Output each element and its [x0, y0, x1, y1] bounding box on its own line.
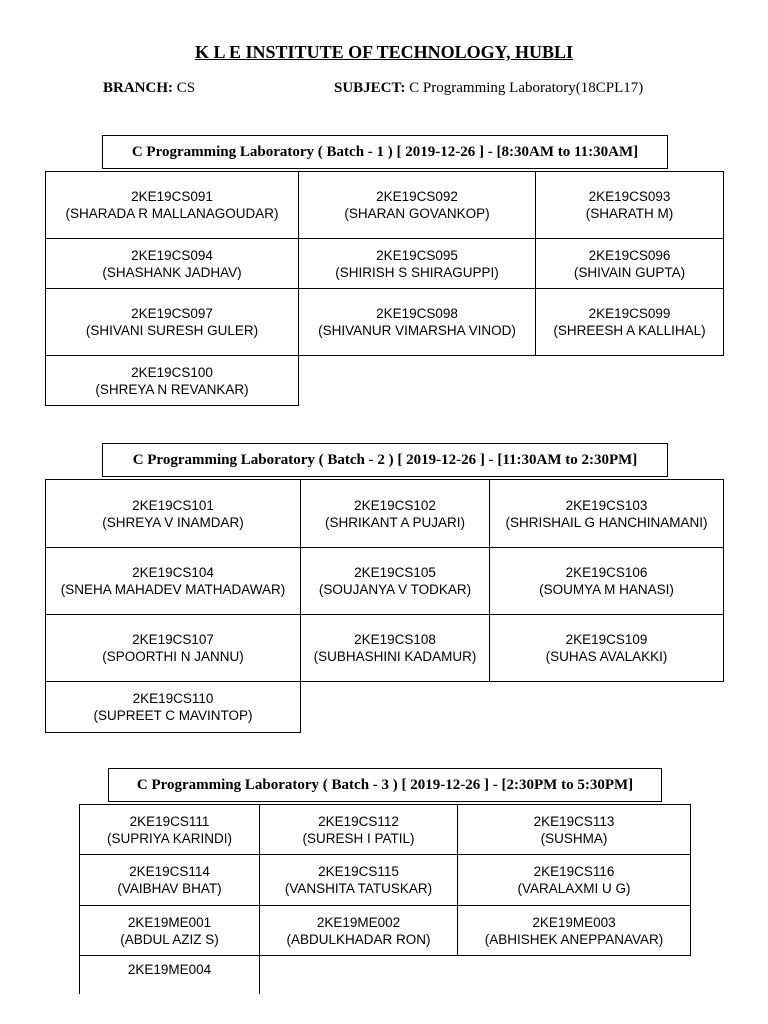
student-cell — [46, 289, 299, 356]
student-name: (SHREYA N REVANKAR) — [95, 381, 249, 397]
student-cell — [458, 805, 691, 855]
student-name: (SHASHANK JADHAV) — [102, 264, 242, 280]
student-cell — [299, 239, 536, 289]
student-usn: 2KE19ME004 — [127, 962, 212, 977]
student-usn: 2KE19ME001 — [127, 914, 212, 930]
student-cell — [490, 480, 724, 548]
student-cell — [80, 855, 260, 906]
student-usn: 2KE19CS101 — [132, 497, 214, 513]
student-cell — [458, 906, 691, 956]
batch-1-table — [45, 171, 724, 406]
table-row — [80, 805, 691, 855]
batch-3-table — [79, 804, 691, 994]
student-usn: 2KE19CS110 — [132, 691, 214, 706]
student-usn: 2KE19ME002 — [316, 914, 401, 930]
student-cell — [260, 805, 458, 855]
student-usn: 2KE19CS091 — [131, 189, 213, 204]
student-cell — [536, 289, 724, 356]
table-row — [46, 356, 724, 406]
student-name: (SHRIKANT A PUJARI) — [324, 514, 466, 530]
subject-info — [334, 80, 643, 97]
student-name: (SPOORTHI N JANNU) — [102, 649, 244, 664]
student-name: (SUBHASHINI KADAMUR) — [313, 649, 477, 664]
student-name: (SHIVAIN GUPTA) — [573, 264, 686, 280]
student-usn: 2KE19ME003 — [532, 914, 616, 930]
student-cell — [46, 239, 299, 289]
student-usn: 2KE19CS107 — [132, 632, 214, 647]
branch-label: BRANCH: — [103, 80, 173, 96]
empty-cell — [260, 956, 458, 994]
table-row — [46, 548, 724, 615]
student-usn: 2KE19CS092 — [376, 189, 458, 204]
student-usn: 2KE19CS099 — [588, 306, 671, 321]
student-cell — [458, 855, 691, 906]
empty-cell — [301, 682, 490, 733]
student-usn: 2KE19CS098 — [376, 306, 458, 321]
student-cell — [536, 172, 724, 239]
table-row — [80, 956, 691, 994]
student-name: (SOUJANYA V TODKAR) — [318, 582, 472, 597]
student-name: (SHARADA R MALLANAGOUDAR) — [65, 206, 279, 221]
student-usn: 2KE19CS112 — [318, 813, 399, 829]
student-name: (ABDULKHADAR RON) — [286, 931, 431, 947]
student-cell — [46, 480, 301, 548]
student-usn: 2KE19CS116 — [533, 864, 615, 879]
student-name: (SUPRIYA KARINDI) — [106, 830, 233, 846]
student-cell — [260, 855, 458, 906]
student-usn: 2KE19CS100 — [131, 364, 213, 380]
student-usn: 2KE19CS103 — [565, 497, 648, 513]
student-usn: 2KE19CS113 — [533, 813, 615, 829]
student-name: (SUHAS AVALAKKI) — [545, 649, 668, 664]
page-title: K L E INSTITUTE OF TECHNOLOGY, HUBLI — [195, 42, 573, 62]
table-row — [46, 239, 724, 289]
branch-value: CS — [176, 80, 196, 96]
student-cell — [46, 172, 299, 239]
branch-info — [103, 80, 195, 97]
student-usn: 2KE19CS105 — [354, 565, 436, 580]
table-row — [80, 855, 691, 906]
table-row — [46, 172, 724, 239]
student-name: (SUPREET C MAVINTOP) — [93, 708, 253, 723]
student-usn: 2KE19CS109 — [565, 632, 648, 647]
student-name: (SHREYA V INAMDAR) — [102, 514, 244, 530]
batch-1-title: C Programming Laboratory ( Batch - 1 ) [ 2019-12-26 ] - [8:30AM to 11:30AM] — [102, 135, 668, 169]
student-cell — [490, 615, 724, 682]
student-usn: 2KE19CS095 — [376, 247, 458, 263]
student-cell — [46, 356, 299, 406]
student-name: (SHARATH M) — [585, 206, 674, 221]
student-name: (SNEHA MAHADEV MATHADAWAR) — [60, 582, 286, 597]
batch-3-title: C Programming Laboratory ( Batch - 3 ) [ 2019-12-26 ] - [2:30PM to 5:30PM] — [108, 768, 662, 802]
student-cell — [301, 480, 490, 548]
student-usn: 2KE19CS096 — [588, 247, 671, 263]
student-name: (VANSHITA TATUSKAR) — [284, 881, 433, 896]
student-cell — [46, 682, 301, 733]
student-usn: 2KE19CS111 — [129, 813, 210, 829]
table-row — [46, 480, 724, 548]
student-cell — [299, 289, 536, 356]
student-name: (SHARAN GOVANKOP) — [344, 206, 490, 221]
student-usn: 2KE19CS106 — [565, 565, 648, 580]
student-usn: 2KE19CS114 — [129, 864, 210, 879]
empty-cell — [490, 682, 724, 733]
student-name: (SHIVANI SURESH GULER) — [85, 323, 259, 338]
table-row — [46, 682, 724, 733]
student-name: (SHRISHAIL G HANCHINAMANI) — [505, 514, 708, 530]
student-name: (SUSHMA) — [540, 830, 608, 846]
student-name: (SHIRISH S SHIRAGUPPI) — [335, 264, 499, 280]
student-usn: 2KE19CS102 — [354, 497, 436, 513]
student-usn: 2KE19CS115 — [318, 864, 399, 879]
student-cell — [80, 906, 260, 956]
student-usn: 2KE19CS093 — [588, 189, 671, 204]
student-name: (SURESH I PATIL) — [302, 830, 415, 846]
student-cell — [299, 172, 536, 239]
student-cell — [80, 956, 260, 994]
student-name: (ABHISHEK ANEPPANAVAR) — [484, 931, 664, 947]
student-cell — [301, 548, 490, 615]
empty-cell — [536, 356, 724, 406]
student-usn: 2KE19CS097 — [131, 306, 213, 321]
empty-cell — [458, 956, 691, 994]
student-usn: 2KE19CS104 — [132, 565, 214, 580]
student-cell — [536, 239, 724, 289]
student-cell — [301, 615, 490, 682]
student-name: (SHREESH A KALLIHAL) — [553, 323, 706, 338]
batch-2-table — [45, 479, 724, 733]
table-row — [80, 906, 691, 956]
student-usn: 2KE19CS108 — [354, 632, 436, 647]
student-cell — [490, 548, 724, 615]
student-name: (VAIBHAV BHAT) — [117, 881, 222, 896]
subject-value: C Programming Laboratory(18CPL17) — [409, 80, 644, 96]
student-name: (SOUMYA M HANASI) — [539, 582, 674, 597]
student-cell — [46, 548, 301, 615]
table-row — [46, 289, 724, 356]
subject-label: SUBJECT: — [334, 80, 406, 96]
student-name: (VARALAXMI U G) — [517, 881, 631, 896]
student-cell — [80, 805, 260, 855]
batch-2-title: C Programming Laboratory ( Batch - 2 ) [ 2019-12-26 ] - [11:30AM to 2:30PM] — [102, 443, 668, 477]
student-name: (SHIVANUR VIMARSHA VINOD) — [318, 323, 516, 338]
student-usn: 2KE19CS094 — [131, 247, 213, 263]
student-name: (ABDUL AZIZ S) — [120, 931, 219, 947]
student-cell — [46, 615, 301, 682]
empty-cell — [299, 356, 536, 406]
student-cell — [260, 906, 458, 956]
table-row — [46, 615, 724, 682]
